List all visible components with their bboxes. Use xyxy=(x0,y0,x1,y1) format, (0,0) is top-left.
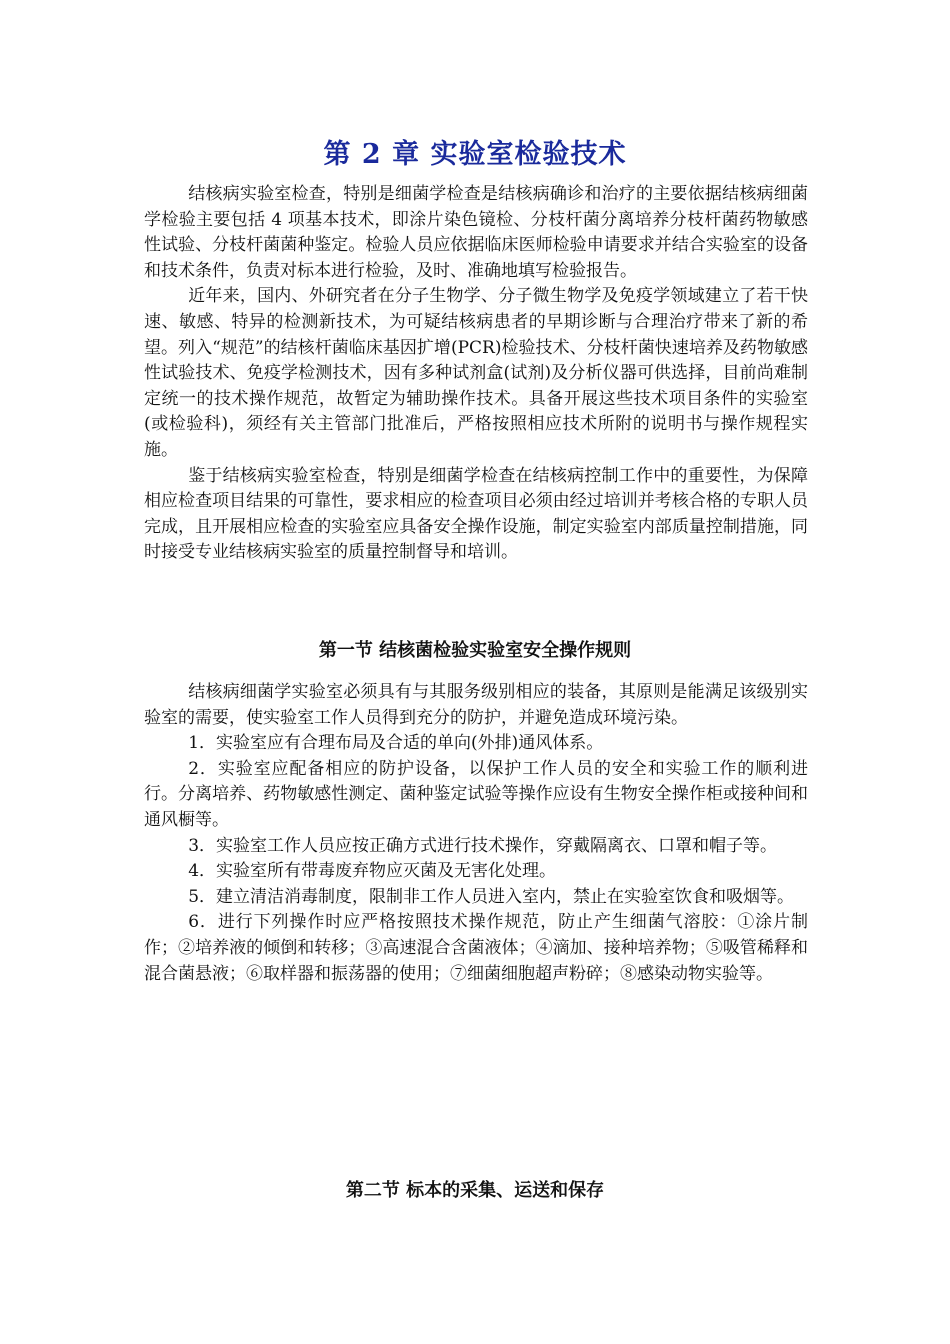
section-2-title: 第二节 标本的采集、运送和保存 xyxy=(345,1180,605,1201)
section-1-paragraph-intro: 结核病细菌学实验室必须具有与其服务级别相应的装备，其原则是能满足该级别实验室的需要，使实验室工作人员得到充分的防护，并避免造成环境污染。 xyxy=(144,682,808,728)
chapter-title: 第 2 章 实验室检验技术 xyxy=(323,139,627,170)
rule-item-1: 1．实验室应有合理布局及合适的单向(外排)通风体系。 xyxy=(188,733,604,754)
rule-item-2: 2．实验室应配备相应的防护设备，以保护工作人员的安全和实验工作的顺利进行。分离培养、药物敏感性测定、菌种鉴定试验等操作应设有生物安全操作柜或接种间和通风橱等。 xyxy=(144,758,808,830)
intro-text xyxy=(144,182,808,566)
rule-item-4: 4．实验室所有带毒废弃物应灭菌及无害化处理。 xyxy=(188,861,557,882)
rule-item-3: 3．实验室工作人员应按正确方式进行技术操作，穿戴隔离衣、口罩和帽子等。 xyxy=(188,835,778,856)
section-1-text xyxy=(144,680,808,987)
section-1-title: 第一节 结核菌检验实验室安全操作规则 xyxy=(318,640,632,661)
intro-paragraph-2: 近年来，国内、外研究者在分子生物学、分子微生物学及免疫学领域建立了若干快速、敏感、特异的检测新技术，为可疑结核病患者的早期诊断与合理治疗带来了新的希望。列入“规范”的结核杆菌临床基因扩增(PCR)检验技术、分枝杆菌快速培养及药物敏感性试验技术、免疫学检测技术，因有多种试剂盒(试剂)及分析仪器可供选择，目前尚难制定统一的技术操作规范，故暂定为辅助操作技术。具备开展这些技术项目条件的实验室(或检验科)，须经有关主管部门批准后，严格按照相应技术所附的说明书与操作规程实施。 xyxy=(144,286,808,460)
rule-item-6: 6．进行下列操作时应严格按照技术操作规范，防止产生细菌气溶胶：①涂片制作；②培养液的倾倒和转移；③高速混合含菌液体；④滴加、接种培养物；⑤吸管稀释和混合菌悬液；⑥取样器和振荡器的使用；⑦细菌细胞超声粉碎；⑧感染动物实验等。 xyxy=(144,912,808,984)
rule-item-5: 5．建立清洁消毒制度，限制非工作人员进入室内，禁止在实验室饮食和吸烟等。 xyxy=(188,886,795,907)
intro-paragraph-3: 鉴于结核病实验室检查，特别是细菌学检查在结核病控制工作中的重要性，为保障相应检查项目结果的可靠性，要求相应的检查项目必须由经过培训并考核合格的专职人员完成，且开展相应检查的实验室应具备安全操作设施，制定实验室内部质量控制措施，同时接受专业结核病实验室的质量控制督导和培训。 xyxy=(144,465,808,563)
intro-paragraph-1: 结核病实验室检查，特别是细菌学检查是结核病确诊和治疗的主要依据结核病细菌学检验主要包括 4 项基本技术，即涂片染色镜检、分枝杆菌分离培养分枝杆菌药物敏感性试验、分枝杆菌菌种鉴定。检验人员应依据临床医师检验申请要求并结合实验室的设备和技术条件，负责对标本进行检验，及时、准确地填写检验报告。 xyxy=(144,184,808,281)
